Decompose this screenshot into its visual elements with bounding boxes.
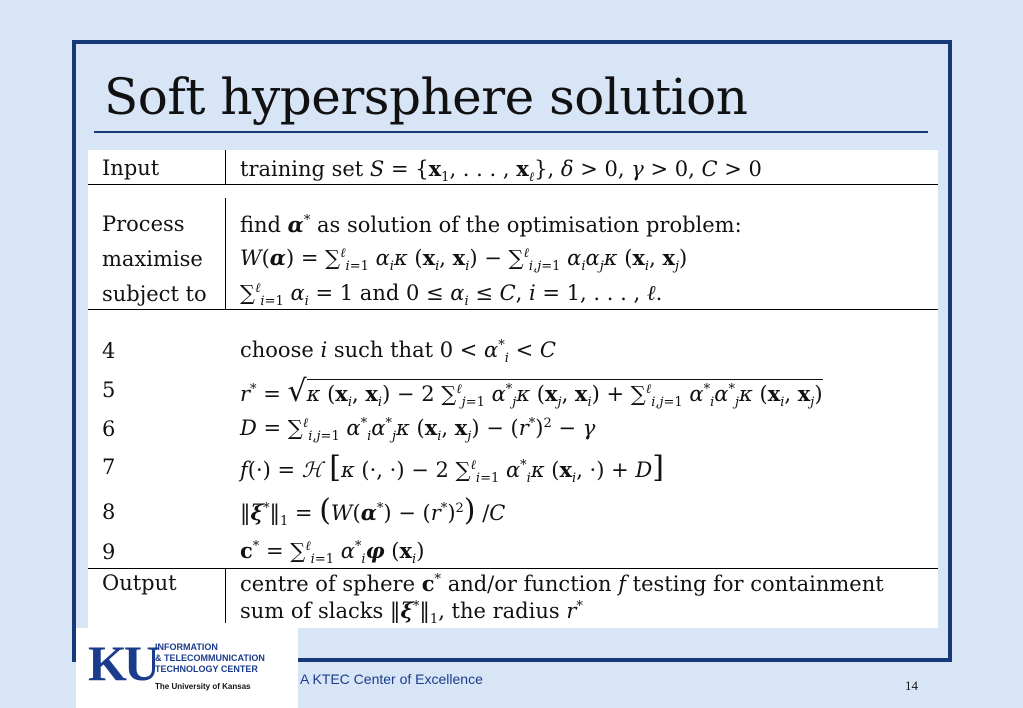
step-4-text: choose i such that $0 < \alpha^*_i < C$ (240, 338, 556, 367)
step-5-num: 5 (102, 378, 116, 402)
step-9-text: c* = ∑$^\ell_{i=1}$ $\alpha^*_i\varphi$ $(x_i)$ (240, 538, 425, 568)
ku-logo (76, 628, 298, 708)
step-5-text: r* = √κ ($x_i$, $x_i) - 2$ ∑$^\ell_{j=1}$ $\alpha^*_j\kappa$ ($x_j$, $x_i) + \sum^\ell_{i,j=1}$ $\alpha^*_i\alpha^*_j\kappa$ ($x_i$, $x_j$) (240, 374, 823, 411)
ku-logo-mark: KU (88, 635, 157, 691)
step-6-text: D = ∑$^\ell_{i,j=1}$ $\alpha^*_i\alpha^*_j\kappa$ ($x_i$, $x_j) - (r^*)^2 - \gamma$ (240, 415, 596, 445)
step-4-num: 4 (102, 339, 116, 363)
step-7-text: f(·) = ℋ [κ (·, ·) − 2 ∑$^\ell_{i=1}$ $\alpha^*_i\kappa$ ($x_i$, ·) + D] (240, 450, 664, 487)
logo-line-3: TECHNOLOGY CENTER (155, 664, 258, 674)
process-label: Process (102, 212, 185, 236)
logo-text-block (155, 642, 265, 675)
input-label: Input (102, 156, 160, 180)
output-line-1: centre of sphere c* and/or function f testing for containment (240, 571, 884, 596)
algorithm-table (88, 150, 938, 628)
input-text: training set $S = \{x_1$, . . . , $x_\ell$}, δ > 0, γ > 0, C > 0 (240, 156, 762, 186)
step-8-text: $‖\xi^*‖_1 = (W(\alpha^*) - (r^*)^2)$ /C (240, 493, 506, 530)
subject-label: subject to (102, 282, 207, 306)
output-label: Output (102, 571, 177, 595)
col-rule-2 (225, 198, 226, 309)
col-rule-1 (225, 150, 226, 184)
table-rule-3 (88, 568, 938, 569)
step-9-num: 9 (102, 540, 116, 564)
step-7-num: 7 (102, 455, 116, 479)
logo-university: The University of Kansas (155, 682, 251, 691)
output-line-2: sum of slacks $‖\xi^*‖_1$, the radius r* (240, 598, 583, 628)
maximise-label: maximise (102, 247, 203, 271)
page-number: 14 (905, 678, 918, 693)
subject-text: ∑$^\ell_{i=1}$ $\alpha_i = 1$ and $0 \le \alpha_i \le C$, i = 1, . . . , ℓ. (240, 281, 663, 310)
process-text: find α* as solution of the optimisation problem: (240, 212, 742, 237)
footer-text: A KTEC Center of Excellence (300, 671, 483, 687)
slide-title: Soft hypersphere solution (104, 68, 748, 126)
title-underline (94, 131, 928, 133)
maximise-text: W(α) = ∑$^\ell_{i=1}$ $\alpha_i\kappa$ ($x_i$, $x_i) - \sum^\ell_{i,j=1}$ $\alpha_i\alpha_j\kappa$ ($x_i$, $x_j$) (240, 245, 688, 275)
logo-line-2: & TELECOMMUNICATION (155, 653, 265, 663)
step-6-num: 6 (102, 417, 116, 441)
logo-line-1: INFORMATION (155, 642, 218, 652)
col-rule-3 (225, 568, 226, 623)
step-8-num: 8 (102, 500, 116, 524)
